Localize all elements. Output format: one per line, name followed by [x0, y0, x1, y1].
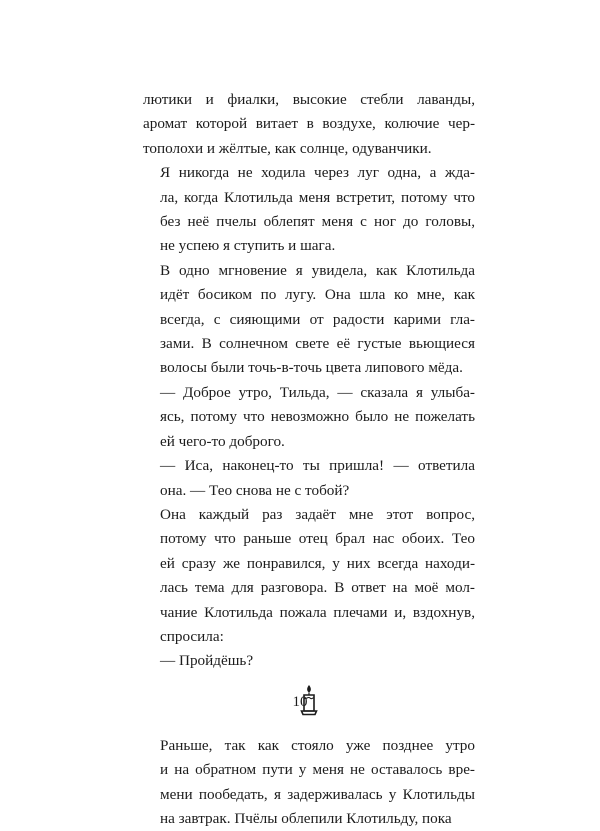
- text-line: лютики и фиалки, высокие стебли лаванды,: [143, 91, 475, 108]
- paragraph: [143, 259, 475, 381]
- text-line: не успею я ступить и шага.: [160, 237, 336, 255]
- text-line: она. — Тео снова не с тобой?: [160, 481, 350, 499]
- paragraph: [143, 88, 475, 161]
- text-block-before-divider: [143, 88, 475, 674]
- text-line: ей сразу же понравился, у них всегда находи-: [160, 554, 475, 572]
- text-line: ясь, потому что невозможно было не пожелать: [160, 408, 475, 426]
- text-line: ей чего-то доброго.: [160, 432, 285, 450]
- text-line: идёт босиком по лугу. Она шла ко мне, как: [160, 286, 475, 304]
- text-line: лась тема для разговора. В ответ на моё мол-: [160, 579, 475, 597]
- text-line: ла, когда Клотильда меня встретит, потому что: [160, 188, 475, 206]
- text-line: Она каждый раз задаёт мне этот вопрос,: [160, 505, 475, 523]
- paragraph: [143, 454, 475, 503]
- text-line: Раньше, так как стояло уже позднее утро: [160, 736, 475, 754]
- text-line: — Доброе утро, Тильда, — сказала я улыба-: [160, 383, 475, 401]
- text-line: на завтрак. Пчёлы облепили Клотильду, пока: [160, 809, 452, 827]
- text-line: аромат которой витает в воздухе, колючие чер-: [143, 115, 475, 133]
- text-column: [143, 88, 475, 831]
- text-line: спросила:: [160, 627, 224, 645]
- text-line: зами. В солнечном свете её густые вьющиеся: [160, 335, 475, 353]
- paragraph: [143, 503, 475, 649]
- text-line: чание Клотильда пожала плечами и, вздохнув,: [160, 603, 475, 621]
- paragraph: [143, 649, 475, 673]
- text-line: В одно мгновение я увидела, как Клотильда: [160, 261, 475, 279]
- text-line: — Иса, наконец-то ты пришла! — ответила: [160, 457, 475, 475]
- text-line: без неё пчелы облепят меня с ног до головы,: [160, 213, 475, 231]
- text-line: мени пообедать, я задерживалась у Клотильды: [160, 785, 475, 803]
- text-line: и на обратном пути у меня не оставалось вре-: [160, 761, 475, 779]
- text-line: всегда, с сияющими от радости карими гла-: [160, 310, 475, 328]
- paragraph: [143, 381, 475, 454]
- text-line: тополохи и жёлтые, как солнце, одуванчики.: [143, 139, 432, 157]
- paragraph: [143, 734, 475, 831]
- text-line: Я никогда не ходила через луг одна, а жда-: [160, 164, 475, 182]
- text-line: потому что раньше отец брал нас обоих. Тео: [160, 530, 475, 548]
- page-number: 10: [292, 694, 308, 710]
- paragraph: [143, 161, 475, 259]
- text-line: волосы были точь-в-точь цвета липового мёда.: [160, 359, 463, 377]
- text-line: — Пройдёшь?: [160, 652, 254, 670]
- text-block-after-divider: [143, 734, 475, 831]
